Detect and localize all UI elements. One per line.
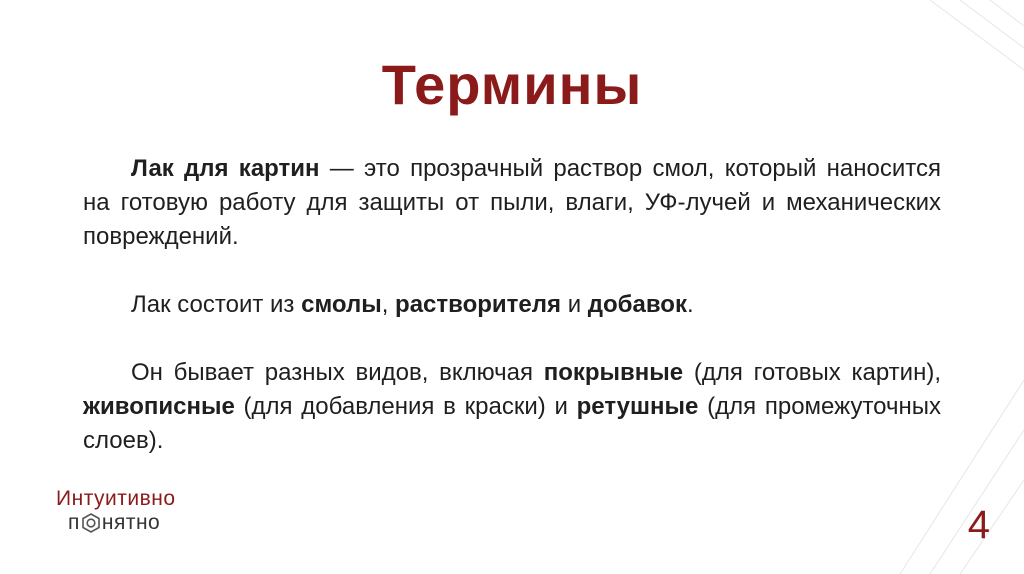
term-solvent: растворителя [395, 291, 562, 318]
paragraph-types [83, 356, 941, 458]
page-number: 4 [967, 503, 990, 547]
term-resin: смолы [301, 291, 382, 318]
logo-line1: Интуитивно [56, 487, 176, 510]
term-additives: добавок [587, 291, 687, 318]
term-retouching: ретушные [576, 393, 699, 420]
term-coating: покрывные [543, 359, 684, 386]
paragraph-definition [83, 152, 941, 254]
composition-separator: , [381, 291, 396, 318]
composition-text: Лак состоит из [131, 291, 302, 318]
paragraph-composition [83, 288, 941, 322]
logo-line2-start: п [68, 511, 80, 534]
logo-line2 [56, 511, 216, 535]
types-retouching-desc: (для промежуточных слоев). [83, 393, 941, 454]
definition-text: — это прозрачный раствор смол, который наносится на готовую работу для защиты от пыли, влаги, УФ-лучей и механических повреждений. [83, 155, 941, 250]
composition-conjunction: и [561, 291, 588, 318]
logo-intuit [56, 487, 216, 535]
slide-body [83, 152, 941, 458]
composition-period: . [686, 291, 694, 318]
slide-title: Термины [381, 53, 643, 116]
types-painting-desc: (для добавления в краски) и [234, 393, 577, 420]
hexagon-o-icon [81, 513, 101, 533]
term-varnish: Лак для картин [131, 155, 320, 182]
types-coating-desc: (для готовых картин), [683, 359, 941, 386]
term-painting: живописные [83, 393, 235, 420]
types-text: Он бывает разных видов, включая [131, 359, 544, 386]
logo-line2-end: нятно [101, 511, 161, 534]
